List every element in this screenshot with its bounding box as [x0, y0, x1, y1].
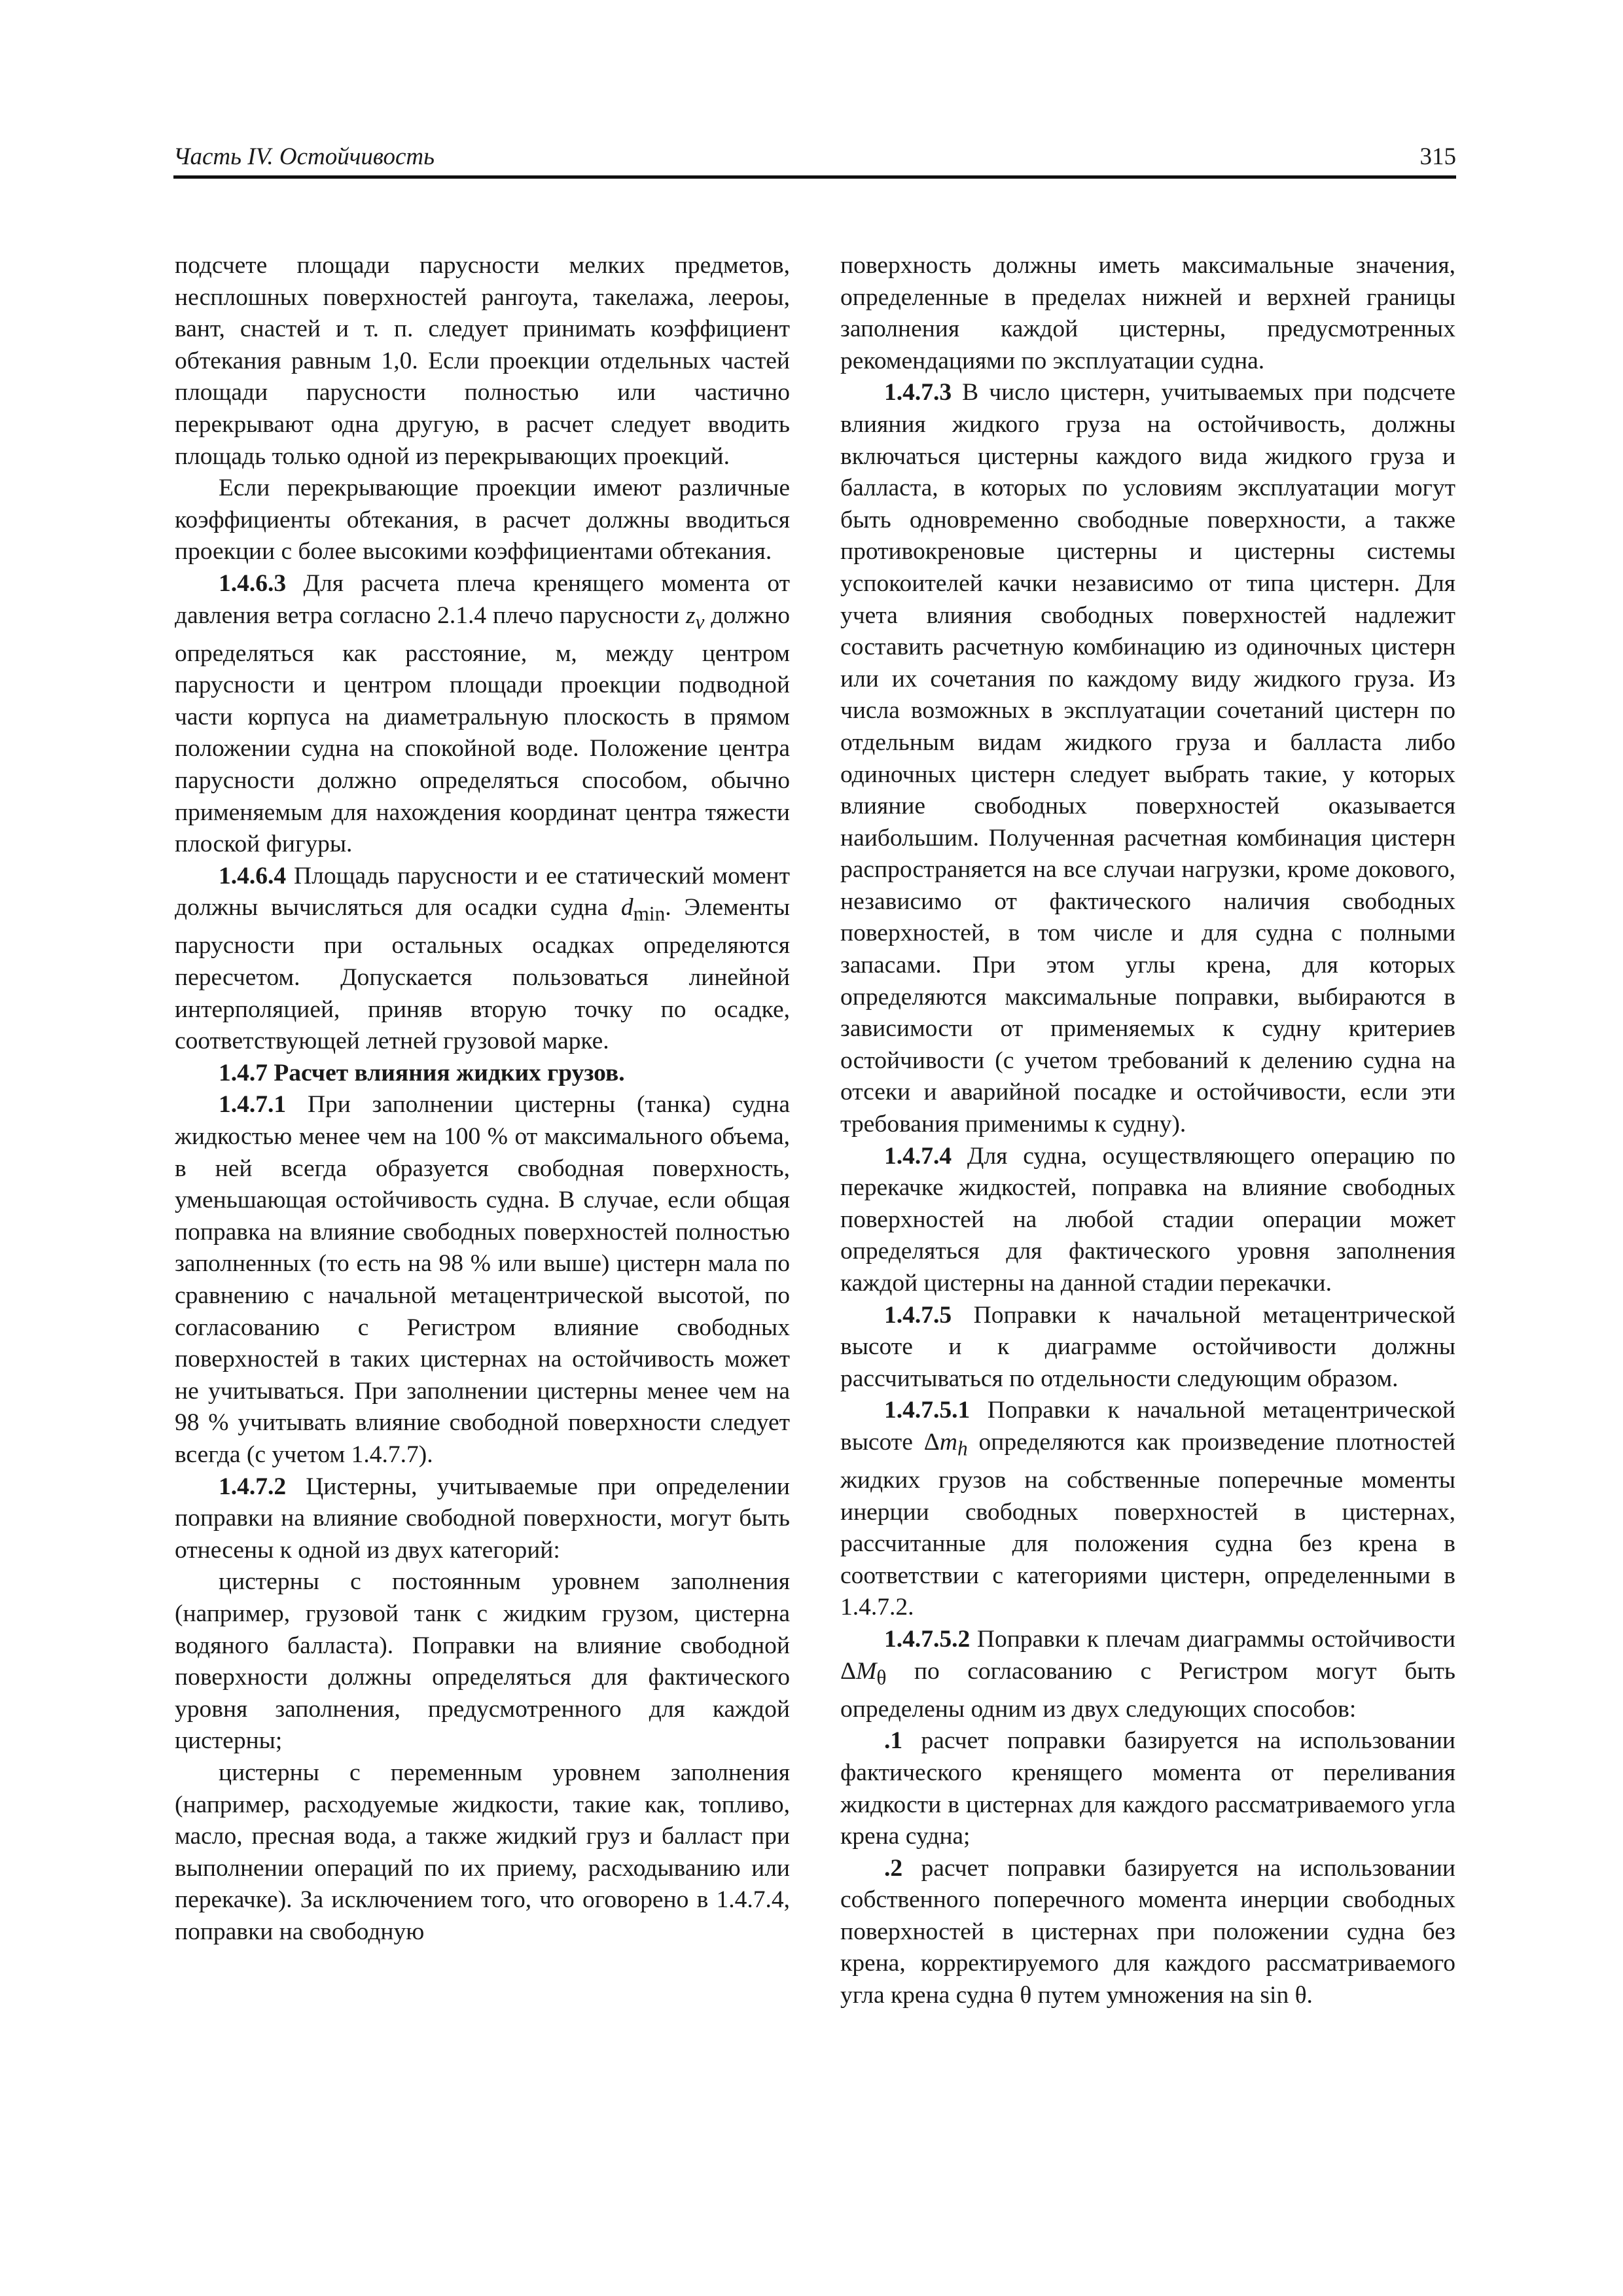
section-heading-1-4-7: 1.4.7 Расчет влияния жидких грузов. — [219, 1059, 625, 1086]
paragraph-text: должно определяться как расстояние, м, между центром парусности и центром площади проекции подводной части корпуса на диаметральную плоскость в прямом положении судна на спокойной воде. Положение центра парусности должно определяться способом, обычно применяемым для нахождения координат центра тяжести плоской фигуры. — [175, 601, 790, 858]
paragraph-text: Цистерны, учитываемые при определении поправки на влияние свободной поверхности, могут быть отнесены к одной из двух категорий: — [175, 1473, 790, 1564]
paragraph: цистерны с переменным уровнем заполнения (например, расходуемые жидкости, такие как, топливо, масло, пресная вода, а также жидкий груз и балласт при выполнении операций по их приему, расходыванию или перекачке). За исключением того, что оговорено в 1.4.7.4, поправки на свободную — [175, 1759, 790, 1945]
left-column — [175, 250, 790, 1948]
paragraph-text: Для судна, осуществляющего операцию по перекачке жидкостей, поправка на влияние свободных поверхностей на любой стадии операции может определяться для фактического уровня заполнения каждой цистерны на данной стадии перекачки. — [840, 1142, 1455, 1297]
subscript: min — [633, 902, 666, 925]
subscript: h — [957, 1437, 968, 1460]
paragraph-1-4-7-5 — [840, 1300, 1455, 1395]
clause-number: 1.4.7.5 — [884, 1301, 952, 1329]
paragraph-text: расчет поправки базируется на использовании фактического кренящего момента от переливания жидкости в цистернах для каждого рассматриваемого угла крена судна; — [840, 1727, 1455, 1850]
paragraph-1-4-6-4 — [175, 861, 790, 1058]
paragraph-text: Поправки к плечам диаграммы остойчивости Δ — [840, 1626, 1455, 1685]
paragraph-text: . Элементы парусности при остальных осадках определяются пересчетом. Допускается пользоваться линейной интерполяцией, приняв вторую точку по осадке, соответствующей летней грузовой марке. — [175, 894, 790, 1055]
paragraph-text: Поправки к начальной метацентрической высоте Δ — [840, 1397, 1455, 1456]
paragraph-text: Поправки к начальной метацентрической высоте и к диаграмме остойчивости должны рассчитываться по отдельности следующим образом. — [840, 1301, 1455, 1392]
paragraph: поверхность должны иметь максимальные значения, определенные в пределах нижней и верхней границы заполнения каждой цистерны, предусмотренных рекомендациями по эксплуатации судна. — [840, 252, 1455, 374]
clause-number: 1.4.7.5.2 — [884, 1626, 971, 1653]
paragraph-text: расчет поправки базируется на использовании собственного поперечного момента инерции свободных поверхностей в цистернах при положении судна без крена, корректируемого для каждого рассматриваемого угла крена судна θ путем умножения на sin θ. — [840, 1854, 1455, 2009]
header-title: Часть IV. Остойчивость — [173, 143, 435, 170]
paragraph-text: определяются как произведение плотностей жидких грузов на собственные поперечные моменты инерции свободных поверхностей в цистернах, рассчитанные для положения судна без крена в соответствии с категориями цистерн, определенными в 1.4.7.2. — [840, 1428, 1455, 1621]
paragraph: Если перекрывающие проекции имеют различные коэффициенты обтекания, в расчет должны вводиться проекции с более высокими коэффициентами обтекания. — [175, 475, 790, 565]
paragraph-1-4-7-3 — [840, 377, 1455, 1140]
paragraph-1-4-7-5-1 — [840, 1395, 1455, 1624]
list-number: .2 — [884, 1854, 903, 1882]
subscript: v — [695, 610, 705, 634]
variable-M: M — [856, 1657, 877, 1685]
clause-number: 1.4.6.4 — [219, 862, 287, 889]
variable-z: z — [685, 601, 696, 629]
paragraph-text: При заполнении цистерны (танка) судна жидкостью менее чем на 100 % от максимального объема, в ней всегда образуется свободная поверхность, уменьшающая остойчивость судна. В случае, если общая поправка на влияние свободных поверхностей полностью заполненных (то есть на 98 % или выше) цистерн мала по сравнению с начальной метацентрической высотой, по согласованию с Регистром влияние свободных поверхностей в таких цистернах на остойчивость может не учитываться. При заполнении цистерны менее чем на 98 % учитывать влияние свободной поверхности следует всегда (с учетом 1.4.7.7). — [175, 1091, 790, 1468]
header-rule — [173, 175, 1456, 179]
clause-number: 1.4.7.1 — [219, 1091, 287, 1119]
variable-m: m — [939, 1428, 957, 1456]
paragraph: цистерны с постоянным уровнем заполнения (например, грузовой танк с жидким грузом, цистерна водяного балласта). Поправки на влияние свободной поверхности должны определяться для фактического уровня заполнения, предусмотренного для каждой цистерны; — [175, 1568, 790, 1755]
running-header — [173, 143, 1456, 177]
paragraph-text: по согласованию с Регистром могут быть определены одним из двух следующих способов: — [840, 1657, 1455, 1723]
clause-number: 1.4.7.3 — [884, 379, 952, 406]
paragraph-1-4-7-1 — [175, 1089, 790, 1471]
page-number: 315 — [1419, 143, 1456, 170]
clause-number: 1.4.6.3 — [219, 569, 287, 597]
list-item-1 — [840, 1725, 1455, 1852]
clause-number: 1.4.7.2 — [219, 1473, 287, 1500]
paragraph-1-4-6-3 — [175, 568, 790, 861]
subscript: θ — [876, 1666, 887, 1689]
list-item-2 — [840, 1853, 1455, 2012]
variable-d: d — [620, 894, 633, 922]
list-number: .1 — [884, 1727, 903, 1755]
right-column — [840, 250, 1455, 2012]
paragraph-1-4-7-5-2 — [840, 1624, 1455, 1725]
clause-number: 1.4.7.5.1 — [884, 1397, 971, 1424]
paragraph-text: Площадь парусности и ее статический момент должны вычисляться для осадки судна — [175, 862, 790, 922]
paragraph-1-4-7-2 — [175, 1471, 790, 1567]
paragraph: подсчете площади парусности мелких предметов, несплошных поверхностей рангоута, такелажа, леероы, вант, снастей и т. п. следует принимать коэффициент обтекания равным 1,0. Если проекции отдельных частей площади парусности полностью или частично перекрывают одна другую, в расчет следует вводить площадь только одной из перекрывающих проекций. — [175, 252, 790, 470]
clause-number: 1.4.7.4 — [884, 1142, 952, 1170]
paragraph-1-4-7-4 — [840, 1141, 1455, 1300]
paragraph-text: Для расчета плеча кренящего момента от давления ветра согласно 2.1.4 плечо парусности — [175, 569, 790, 629]
paragraph-text: В число цистерн, учитываемых при подсчете влияния жидкого груза на остойчивость, должны включаться цистерны каждого вида жидкого груза и балласта, в которых по условиям эксплуатации могут быть одновременно свободные поверхности, а также противокреновые цистерны и цистерны системы успокоителей качки независимо от типа цистерн. Для учета влияния свободных поверхностей надлежит составить расчетную комбинацию из одиночных цистерн или их сочетания по каждому виду жидкого груза. Из числа возможных в эксплуатации сочетаний цистерн по отдельным видам жидкого груза и балласта либо одиночных цистерн следует выбрать такие, у которых влияние свободных поверхностей оказывается наибольшим. Полученная расчетная комбинация цистерн распространяется на все случаи нагрузки, кроме докового, независимо от фактического наличия свободных поверхностей, в том числе и для судна с полными запасами. При этом углы крена, для которых определяются максимальные поправки, выбираются в зависимости от применяемых к судну критериев остойчивости (с учетом требований к делению судна на отсеки и аварийной посадке и остойчивости, если эти требования применимы к судну). — [840, 379, 1455, 1138]
